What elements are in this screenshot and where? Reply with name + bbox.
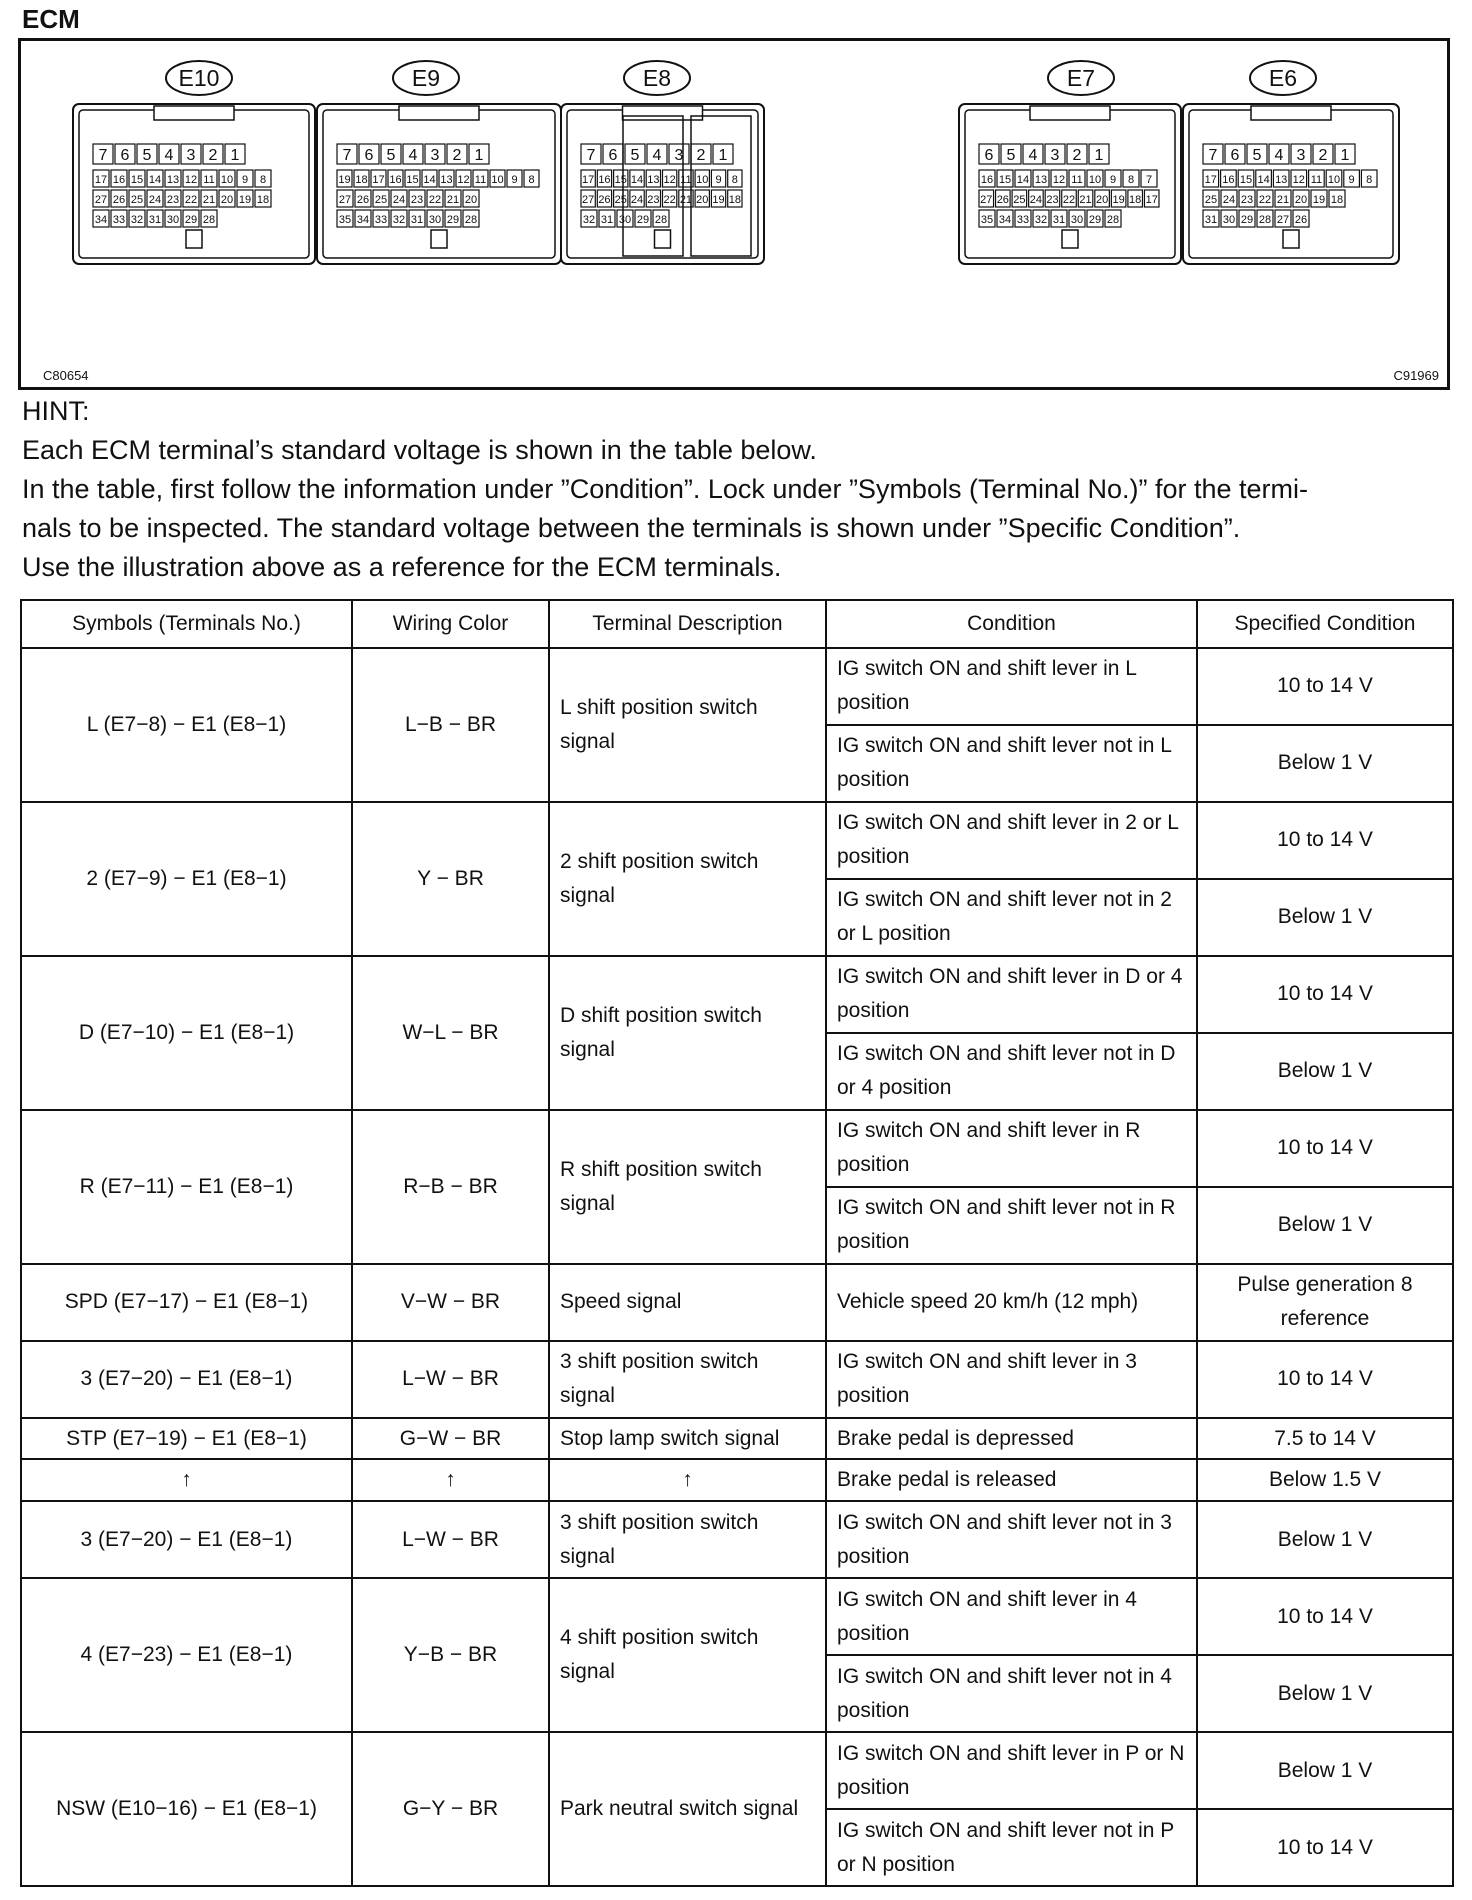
ecm-connector-diagram bbox=[18, 38, 1450, 390]
pin-number: 12 bbox=[457, 174, 470, 186]
pin-number: 33 bbox=[374, 214, 388, 226]
pin-number: 27 bbox=[94, 194, 108, 206]
hint-line-3: nals to be inspected. The standard voltage between the terminals is shown under ”Specific Condition”. bbox=[22, 513, 1241, 543]
pin-number: 4 bbox=[1274, 147, 1284, 164]
pin-number: 32 bbox=[582, 214, 596, 226]
description-cell: D shift position switch signal bbox=[549, 956, 826, 1110]
symbol-cell: NSW (E10−16) − E1 (E8−1) bbox=[21, 1732, 352, 1886]
pin-number: 29 bbox=[636, 214, 650, 226]
pin-number: 12 bbox=[1052, 174, 1066, 186]
spec-cell: 10 to 14 V bbox=[1197, 802, 1453, 879]
symbol-cell: SPD (E7−17) − E1 (E8−1) bbox=[21, 1264, 352, 1341]
pin-number: 33 bbox=[1016, 214, 1030, 226]
pin-number: 12 bbox=[663, 174, 676, 186]
wiring-cell: L−W − BR bbox=[352, 1341, 549, 1418]
pin-number: 15 bbox=[406, 174, 419, 186]
description-cell: Speed signal bbox=[549, 1264, 826, 1341]
wiring-cell: Y−B − BR bbox=[352, 1578, 549, 1732]
symbol-cell: 4 (E7−23) − E1 (E8−1) bbox=[21, 1578, 352, 1732]
pin-number: 15 bbox=[1239, 174, 1253, 186]
spec-cell: Below 1 V bbox=[1197, 1033, 1453, 1110]
spec-cell: 10 to 14 V bbox=[1197, 1341, 1453, 1418]
connector-latch bbox=[154, 106, 234, 120]
table-header-row bbox=[21, 600, 1453, 648]
condition-cell: IG switch ON and shift lever in P or N position bbox=[826, 1732, 1197, 1809]
figure-code-left: C80654 bbox=[43, 368, 89, 383]
condition-cell: IG switch ON and shift lever not in 4 position bbox=[826, 1655, 1197, 1732]
description-cell: ↑ bbox=[549, 1459, 826, 1501]
pin-number: 28 bbox=[202, 214, 216, 226]
pin-number: 16 bbox=[389, 174, 402, 186]
pin-number: 5 bbox=[630, 147, 640, 164]
pin-number: 22 bbox=[663, 194, 676, 206]
pin-number: 9 bbox=[1109, 174, 1117, 186]
pin-number: 16 bbox=[112, 174, 126, 186]
header-wiring-color: Wiring Color bbox=[352, 600, 549, 648]
pin-number: 35 bbox=[338, 214, 352, 226]
pin-number: 4 bbox=[1028, 147, 1038, 164]
pin-number: 7 bbox=[98, 147, 108, 164]
symbol-cell: D (E7−10) − E1 (E8−1) bbox=[21, 956, 352, 1110]
spec-cell: Below 1 V bbox=[1197, 1187, 1453, 1264]
table-row bbox=[21, 648, 1453, 725]
pin-number: 28 bbox=[464, 214, 478, 226]
condition-cell: Brake pedal is released bbox=[826, 1459, 1197, 1501]
pin-number: 23 bbox=[1046, 194, 1059, 206]
spec-cell: 10 to 14 V bbox=[1197, 1578, 1453, 1655]
pin-number: 4 bbox=[408, 147, 418, 164]
spec-cell: Below 1 V bbox=[1197, 725, 1453, 802]
pin-number: 7 bbox=[1145, 174, 1153, 186]
wiring-cell: ↑ bbox=[352, 1459, 549, 1501]
pin-number: 25 bbox=[130, 194, 144, 206]
condition-cell: IG switch ON and shift lever in D or 4 position bbox=[826, 956, 1197, 1033]
hint-line-1: Each ECM terminal’s standard voltage is shown in the table below. bbox=[22, 435, 817, 465]
pin-number: 7 bbox=[1208, 147, 1218, 164]
pin-number: 35 bbox=[980, 214, 994, 226]
pin-number: 24 bbox=[1029, 194, 1043, 206]
pin-number: 20 bbox=[1095, 194, 1109, 206]
pin-number: 31 bbox=[148, 214, 162, 226]
pin-number: 6 bbox=[984, 147, 994, 164]
pin-number: 31 bbox=[600, 214, 614, 226]
table-row bbox=[21, 1264, 1453, 1341]
pin-number: 24 bbox=[392, 194, 406, 206]
pin-number: 25 bbox=[1013, 194, 1026, 206]
description-cell: 3 shift position switch signal bbox=[549, 1501, 826, 1578]
header-condition: Condition bbox=[826, 600, 1197, 648]
pin-number: 9 bbox=[1348, 174, 1355, 186]
pin-number: 3 bbox=[674, 147, 684, 164]
pin-number: 18 bbox=[1129, 194, 1142, 206]
pin-number: 21 bbox=[446, 194, 460, 206]
pin-number: 1 bbox=[718, 147, 728, 164]
pin-number: 10 bbox=[491, 174, 504, 186]
pin-number: 26 bbox=[996, 194, 1009, 206]
pin-number: 5 bbox=[386, 147, 396, 164]
pin-number: 7 bbox=[586, 147, 596, 164]
pin-number: 6 bbox=[364, 147, 374, 164]
description-cell: R shift position switch signal bbox=[549, 1110, 826, 1264]
page-title: ECM bbox=[22, 4, 80, 34]
pin-number: 4 bbox=[652, 147, 662, 164]
pin-number: 1 bbox=[474, 147, 484, 164]
table-row bbox=[21, 1501, 1453, 1578]
connector-latch bbox=[399, 106, 479, 120]
wiring-cell: L−B − BR bbox=[352, 648, 549, 802]
pin-number: 16 bbox=[598, 174, 611, 186]
pin-number: 24 bbox=[148, 194, 162, 206]
pin-number: 8 bbox=[1127, 174, 1135, 186]
connector-key bbox=[431, 230, 447, 248]
spec-cell: 10 to 14 V bbox=[1197, 1110, 1453, 1187]
wiring-cell: W−L − BR bbox=[352, 956, 549, 1110]
pin-number: 10 bbox=[1088, 174, 1102, 186]
pin-number: 27 bbox=[582, 194, 595, 206]
connector-label: E8 bbox=[642, 65, 672, 91]
condition-cell: IG switch ON and shift lever not in 3 position bbox=[826, 1501, 1197, 1578]
pin-number: 27 bbox=[980, 194, 993, 206]
pin-number: 34 bbox=[94, 214, 108, 226]
wiring-cell: V−W − BR bbox=[352, 1264, 549, 1341]
condition-cell: IG switch ON and shift lever in 4 position bbox=[826, 1578, 1197, 1655]
table-row bbox=[21, 802, 1453, 879]
pin-number: 13 bbox=[1275, 174, 1288, 186]
pin-number: 9 bbox=[241, 174, 249, 186]
spec-cell: Below 1 V bbox=[1197, 879, 1453, 956]
symbol-cell: R (E7−11) − E1 (E8−1) bbox=[21, 1110, 352, 1264]
condition-cell: IG switch ON and shift lever not in P or N position bbox=[826, 1809, 1197, 1886]
wiring-cell: G−Y − BR bbox=[352, 1732, 549, 1886]
pin-number: 19 bbox=[1112, 194, 1125, 206]
pin-number: 27 bbox=[1276, 214, 1290, 226]
terminal-voltage-table bbox=[20, 599, 1454, 1887]
spec-cell: 7.5 to 14 V bbox=[1197, 1418, 1453, 1460]
pin-number: 29 bbox=[446, 214, 460, 226]
pin-number: 3 bbox=[1050, 147, 1060, 164]
pin-number: 23 bbox=[410, 194, 424, 206]
spec-cell: Below 1.5 V bbox=[1197, 1459, 1453, 1501]
connector-latch bbox=[1251, 106, 1331, 120]
condition-cell: IG switch ON and shift lever not in 2 or L position bbox=[826, 879, 1197, 956]
wiring-cell: Y − BR bbox=[352, 802, 549, 956]
pin-number: 11 bbox=[1310, 174, 1323, 186]
pin-number: 5 bbox=[142, 147, 152, 164]
pin-number: 26 bbox=[356, 194, 370, 206]
pin-number: 20 bbox=[220, 194, 234, 206]
pin-number: 6 bbox=[608, 147, 618, 164]
pin-number: 3 bbox=[430, 147, 440, 164]
pin-number: 32 bbox=[392, 214, 406, 226]
pin-number: 8 bbox=[731, 174, 738, 186]
pin-number: 21 bbox=[1276, 194, 1290, 206]
spec-cell: Below 1 V bbox=[1197, 1655, 1453, 1732]
pin-number: 13 bbox=[647, 174, 660, 186]
pin-number: 10 bbox=[696, 174, 709, 186]
pin-number: 10 bbox=[220, 174, 234, 186]
pin-number: 17 bbox=[372, 174, 385, 186]
pin-number: 31 bbox=[410, 214, 424, 226]
pin-number: 29 bbox=[1240, 214, 1254, 226]
pin-number: 26 bbox=[112, 194, 126, 206]
pin-number: 15 bbox=[998, 174, 1012, 186]
pin-number: 3 bbox=[1296, 147, 1306, 164]
pin-number: 8 bbox=[528, 174, 535, 186]
table-row bbox=[21, 1341, 1453, 1418]
condition-cell: IG switch ON and shift lever in 3 position bbox=[826, 1341, 1197, 1418]
pin-number: 17 bbox=[1145, 194, 1158, 206]
condition-cell: IG switch ON and shift lever in L position bbox=[826, 648, 1197, 725]
pin-number: 7 bbox=[342, 147, 352, 164]
pin-number: 30 bbox=[166, 214, 180, 226]
connector-diagram-svg bbox=[21, 41, 1447, 387]
connector-latch bbox=[1030, 106, 1110, 120]
pin-number: 2 bbox=[1318, 147, 1328, 164]
condition-cell: IG switch ON and shift lever in R position bbox=[826, 1110, 1197, 1187]
table-row bbox=[21, 1110, 1453, 1187]
pin-number: 24 bbox=[630, 194, 644, 206]
pin-number: 6 bbox=[1230, 147, 1240, 164]
pin-number: 1 bbox=[1094, 147, 1104, 164]
pin-number: 11 bbox=[1071, 174, 1083, 186]
hint-section bbox=[22, 392, 1462, 587]
pin-number: 18 bbox=[1330, 194, 1344, 206]
pin-number: 33 bbox=[112, 214, 126, 226]
pin-number: 5 bbox=[1006, 147, 1016, 164]
pin-number: 17 bbox=[582, 174, 595, 186]
pin-number: 2 bbox=[1072, 147, 1082, 164]
pin-number: 22 bbox=[1258, 194, 1272, 206]
hint-label: HINT: bbox=[22, 396, 90, 426]
pin-number: 22 bbox=[184, 194, 198, 206]
wiring-cell: G−W − BR bbox=[352, 1418, 549, 1460]
table-row bbox=[21, 1459, 1453, 1501]
pin-number: 25 bbox=[374, 194, 388, 206]
pin-number: 17 bbox=[94, 174, 108, 186]
pin-number: 12 bbox=[1292, 174, 1305, 186]
pin-number: 20 bbox=[696, 194, 709, 206]
pin-number: 21 bbox=[1079, 194, 1092, 206]
pin-number: 6 bbox=[120, 147, 130, 164]
condition-cell: IG switch ON and shift lever not in D or 4 position bbox=[826, 1033, 1197, 1110]
pin-number: 13 bbox=[1034, 174, 1048, 186]
pin-number: 28 bbox=[654, 214, 668, 226]
pin-number: 14 bbox=[1257, 174, 1270, 186]
symbol-cell: STP (E7−19) − E1 (E8−1) bbox=[21, 1418, 352, 1460]
pin-number: 26 bbox=[598, 194, 611, 206]
pin-number: 21 bbox=[679, 194, 693, 206]
pin-number: 17 bbox=[1204, 174, 1217, 186]
connector-key bbox=[655, 230, 671, 248]
spec-cell: Pulse generation 8 reference bbox=[1197, 1264, 1453, 1341]
description-cell: Stop lamp switch signal bbox=[549, 1418, 826, 1460]
pin-number: 20 bbox=[1294, 194, 1308, 206]
wiring-cell: R−B − BR bbox=[352, 1110, 549, 1264]
pin-number: 1 bbox=[1340, 147, 1350, 164]
description-cell: Park neutral switch signal bbox=[549, 1732, 826, 1886]
pin-number: 34 bbox=[356, 214, 370, 226]
condition-cell: IG switch ON and shift lever not in L position bbox=[826, 725, 1197, 802]
pin-number: 14 bbox=[423, 174, 436, 186]
pin-number: 29 bbox=[184, 214, 198, 226]
pin-number: 18 bbox=[355, 174, 368, 186]
symbol-cell: 2 (E7−9) − E1 (E8−1) bbox=[21, 802, 352, 956]
pin-number: 25 bbox=[1204, 194, 1218, 206]
pin-number: 18 bbox=[728, 194, 741, 206]
pin-number: 14 bbox=[148, 174, 162, 186]
pin-number: 3 bbox=[186, 147, 196, 164]
pin-number: 23 bbox=[1240, 194, 1254, 206]
wiring-cell: L−W − BR bbox=[352, 1501, 549, 1578]
pin-number: 19 bbox=[1312, 194, 1326, 206]
pin-number: 9 bbox=[511, 174, 518, 186]
hint-line-4: Use the illustration above as a reference for the ECM terminals. bbox=[22, 552, 782, 582]
pin-number: 19 bbox=[338, 174, 351, 186]
pin-number: 26 bbox=[1294, 214, 1308, 226]
pin-number: 15 bbox=[614, 174, 627, 186]
description-cell: 3 shift position switch signal bbox=[549, 1341, 826, 1418]
pin-number: 19 bbox=[712, 194, 725, 206]
pin-number: 1 bbox=[230, 147, 240, 164]
pin-number: 19 bbox=[238, 194, 252, 206]
pin-number: 12 bbox=[184, 174, 198, 186]
pin-number: 8 bbox=[1366, 174, 1373, 186]
description-cell: 4 shift position switch signal bbox=[549, 1578, 826, 1732]
pin-number: 15 bbox=[130, 174, 144, 186]
pin-number: 34 bbox=[998, 214, 1012, 226]
pin-number: 30 bbox=[618, 214, 632, 226]
connector-key bbox=[1283, 230, 1299, 248]
pin-number: 28 bbox=[1106, 214, 1120, 226]
pin-number: 23 bbox=[166, 194, 180, 206]
pin-number: 27 bbox=[338, 194, 352, 206]
pin-number: 24 bbox=[1222, 194, 1236, 206]
table-row bbox=[21, 1732, 1453, 1809]
description-cell: L shift position switch signal bbox=[549, 648, 826, 802]
pin-number: 14 bbox=[630, 174, 644, 186]
table-row bbox=[21, 1418, 1453, 1460]
symbol-cell: 3 (E7−20) − E1 (E8−1) bbox=[21, 1501, 352, 1578]
pin-number: 29 bbox=[1088, 214, 1102, 226]
pin-number: 30 bbox=[1070, 214, 1084, 226]
pin-number: 22 bbox=[1062, 194, 1076, 206]
pin-number: 21 bbox=[202, 194, 216, 206]
pin-number: 10 bbox=[1327, 174, 1341, 186]
spec-cell: 10 to 14 V bbox=[1197, 1809, 1453, 1886]
pin-number: 11 bbox=[203, 174, 215, 186]
header-specified-condition: Specified Condition bbox=[1197, 600, 1453, 648]
header-terminal-description: Terminal Description bbox=[549, 600, 826, 648]
pin-number: 8 bbox=[259, 174, 267, 186]
header-symbols: Symbols (Terminals No.) bbox=[21, 600, 352, 648]
pin-number: 2 bbox=[452, 147, 462, 164]
pin-number: 30 bbox=[1222, 214, 1236, 226]
hint-line-2: In the table, first follow the information under ”Condition”. Lock under ”Symbols (Terminal No.)” for the termi- bbox=[22, 474, 1309, 504]
pin-number: 18 bbox=[256, 194, 270, 206]
pin-number: 11 bbox=[474, 174, 487, 186]
symbol-cell: L (E7−8) − E1 (E8−1) bbox=[21, 648, 352, 802]
pin-number: 16 bbox=[980, 174, 994, 186]
table-row bbox=[21, 1578, 1453, 1655]
pin-number: 28 bbox=[1258, 214, 1272, 226]
spec-cell: 10 to 14 V bbox=[1197, 956, 1453, 1033]
pin-number: 31 bbox=[1204, 214, 1218, 226]
pin-number: 23 bbox=[647, 194, 660, 206]
condition-cell: Vehicle speed 20 km/h (12 mph) bbox=[826, 1264, 1197, 1341]
connector-label: E7 bbox=[1066, 65, 1096, 91]
connector-label: E10 bbox=[178, 65, 220, 91]
description-cell: 2 shift position switch signal bbox=[549, 802, 826, 956]
pin-number: 13 bbox=[166, 174, 180, 186]
pin-number: 22 bbox=[428, 194, 442, 206]
symbol-cell: ↑ bbox=[21, 1459, 352, 1501]
pin-number: 32 bbox=[130, 214, 144, 226]
spec-cell: Below 1 V bbox=[1197, 1732, 1453, 1809]
condition-cell: IG switch ON and shift lever in 2 or L position bbox=[826, 802, 1197, 879]
condition-cell: Brake pedal is depressed bbox=[826, 1418, 1197, 1460]
pin-number: 13 bbox=[440, 174, 453, 186]
figure-code-right: C91969 bbox=[1393, 368, 1439, 383]
connector-key bbox=[1062, 230, 1078, 248]
pin-number: 16 bbox=[1222, 174, 1235, 186]
spec-cell: 10 to 14 V bbox=[1197, 648, 1453, 725]
connector-key bbox=[186, 230, 202, 248]
pin-number: 4 bbox=[164, 147, 174, 164]
pin-number: 5 bbox=[1252, 147, 1262, 164]
connector-label: E6 bbox=[1268, 65, 1298, 91]
pin-number: 32 bbox=[1034, 214, 1048, 226]
pin-number: 9 bbox=[715, 174, 722, 186]
pin-number: 11 bbox=[680, 174, 692, 186]
pin-number: 25 bbox=[614, 194, 627, 206]
table-row bbox=[21, 956, 1453, 1033]
pin-number: 30 bbox=[428, 214, 442, 226]
pin-number: 2 bbox=[208, 147, 218, 164]
pin-number: 2 bbox=[696, 147, 706, 164]
pin-number: 14 bbox=[1016, 174, 1030, 186]
condition-cell: IG switch ON and shift lever not in R position bbox=[826, 1187, 1197, 1264]
pin-number: 20 bbox=[464, 194, 478, 206]
spec-cell: Below 1 V bbox=[1197, 1501, 1453, 1578]
symbol-cell: 3 (E7−20) − E1 (E8−1) bbox=[21, 1341, 352, 1418]
pin-number: 31 bbox=[1052, 214, 1066, 226]
connector-label: E9 bbox=[411, 65, 441, 91]
